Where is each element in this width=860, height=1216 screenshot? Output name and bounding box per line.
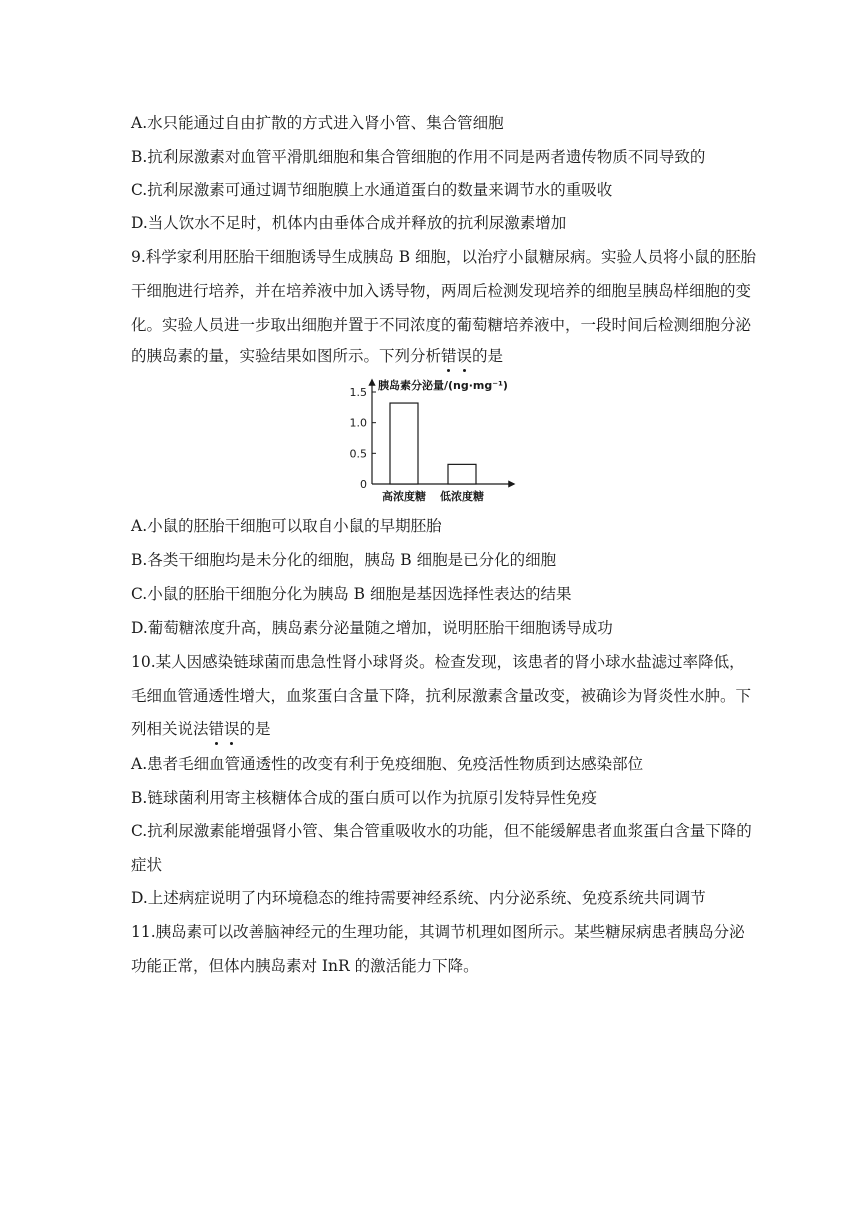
y-axis-label: 胰岛素分泌量/(ng·mg⁻¹) — [378, 379, 508, 392]
q10-stem-end: 的是 — [239, 720, 271, 738]
q10-stem-text: 列相关说法 — [131, 720, 209, 738]
y-tick-label: 0.5 — [349, 447, 367, 461]
y-tick-label: 1.5 — [349, 386, 367, 399]
emphasis-char: 错 — [441, 347, 457, 365]
text-line: 功能正常，但体内胰岛素对 InR 的激活能力下降。 — [131, 957, 479, 975]
text-line: C.小鼠的胚胎干细胞分化为胰岛 B 细胞是基因选择性表达的结果 — [131, 585, 572, 603]
q10-stem-last-line — [131, 719, 271, 739]
text-line: A.患者毛细血管通透性的改变有利于免疫细胞、免疫活性物质到达感染部位 — [131, 755, 644, 773]
x-tick-label: 低浓度糖 — [440, 490, 484, 503]
text-line: B.抗利尿激素对血管平滑肌细胞和集合管细胞的作用不同是两者遗传物质不同导致的 — [131, 148, 706, 166]
bar — [448, 464, 476, 484]
text-line: D.上述病症说明了内环境稳态的维持需要神经系统、内分泌系统、免疫系统共同调节 — [131, 889, 706, 907]
text-line: D.葡萄糖浓度升高，胰岛素分泌量随之增加，说明胚胎干细胞诱导成功 — [131, 619, 613, 637]
q9-stem-end: 的是 — [472, 347, 504, 365]
x-tick-label: 高浓度糖 — [382, 490, 426, 503]
q9-stem-text: 的胰岛素的量，实验结果如图所示。下列分析 — [131, 347, 442, 365]
text-line: C.抗利尿激素能增强肾小管、集合管重吸收水的功能，但不能缓解患者血浆蛋白含量下降的 — [131, 822, 752, 840]
text-line: 毛细血管通透性增大，血浆蛋白含量下降，抗利尿激素含量改变，被确诊为肾炎性水肿。下 — [131, 687, 752, 705]
text-line: D.当人饮水不足时，机体内由垂体合成并释放的抗利尿激素增加 — [131, 214, 567, 232]
x-tick-labels — [382, 489, 484, 503]
emphasis-char: 误 — [456, 347, 473, 365]
text-line: 9.科学家利用胚胎干细胞诱导生成胰岛 B 细胞，以治疗小鼠糖尿病。实验人员将小鼠的胚胎 — [131, 248, 757, 266]
emphasis-char: 错 — [208, 720, 225, 738]
text-line: 10.某人因感染链球菌而患急性肾小球肾炎。检查发现，该患者的肾小球水盐滤过率降低， — [131, 653, 745, 671]
text-line: B.链球菌利用寄主核糖体合成的蛋白质可以作为抗原引发特异性免疫 — [131, 789, 597, 807]
insulin-bar-chart — [340, 374, 520, 506]
text-line: 11.胰岛素可以改善脑神经元的生理功能，其调节机理如图所示。某些糖尿病患者胰岛分泌 — [131, 923, 745, 941]
text-line: B.各类干细胞均是未分化的细胞，胰岛 B 细胞是已分化的细胞 — [131, 551, 557, 569]
text-line: C.抗利尿激素可通过调节细胞膜上水通道蛋白的数量来调节水的重吸收 — [131, 181, 613, 199]
bars — [390, 403, 476, 484]
bar — [390, 403, 418, 484]
text-line: A.小鼠的胚胎干细胞可以取自小鼠的早期胚胎 — [131, 517, 442, 535]
text-line: A.水只能通过自由扩散的方式进入肾小管、集合管细胞 — [131, 114, 504, 132]
text-line: 化。实验人员进一步取出细胞并置于不同浓度的葡萄糖培养液中，一段时间后检测细胞分泌 — [131, 316, 752, 334]
y-tick-label: 1.0 — [349, 416, 367, 430]
emphasis-char: 误 — [224, 720, 240, 738]
text-line: 症状 — [131, 856, 163, 874]
y-tick-label: 0 — [360, 478, 367, 491]
text-line: 干细胞进行培养，并在培养液中加入诱导物，两周后检测发现培养的细胞呈胰岛样细胞的变 — [131, 282, 752, 300]
q9-stem-last-line — [131, 346, 503, 366]
